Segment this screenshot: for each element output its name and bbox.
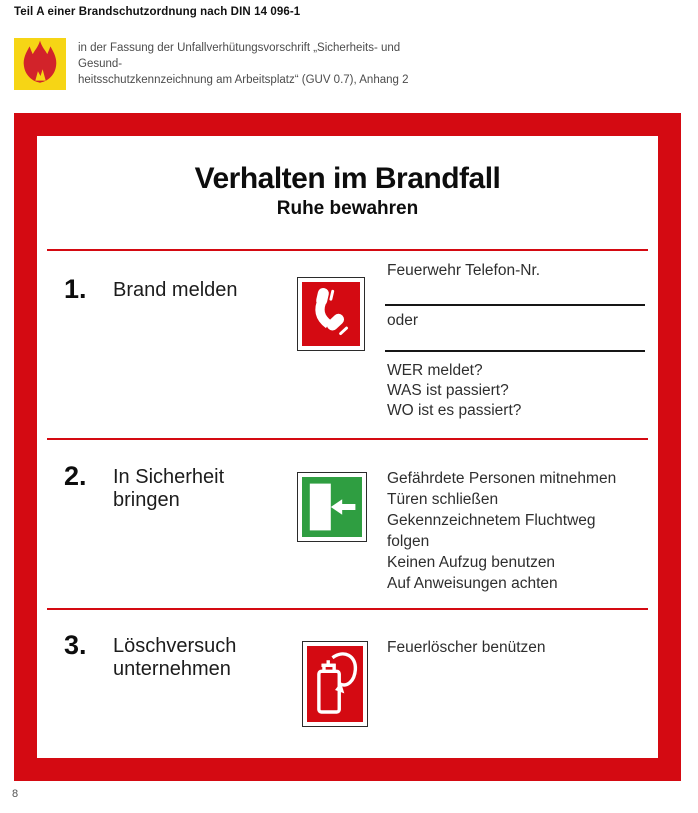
poster-content xyxy=(37,136,658,758)
instruction-item: Keinen Aufzug benutzen xyxy=(387,554,556,571)
step-2-number: 2. xyxy=(64,461,87,491)
flame-icon xyxy=(14,38,66,90)
poster-title: Verhalten im Brandfall xyxy=(194,162,501,195)
fire-extinguisher-icon xyxy=(307,646,363,722)
intro-line-2: heitsschutzkennzeichnung am Arbeitsplatz“ (GUV 0.7), Anhang 2 xyxy=(78,74,409,86)
intro-paragraph xyxy=(78,40,438,88)
question-where: WO ist es passiert? xyxy=(387,402,522,419)
intro-line-1: in der Fassung der Unfallverhütungsvorschrift „Sicherheits- und Gesund- xyxy=(78,42,401,70)
divider xyxy=(47,438,648,440)
or-label: oder xyxy=(387,312,419,329)
phone-number-blank-line xyxy=(385,350,645,352)
page-number: 8 xyxy=(12,788,19,800)
phone-number-label: Feuerwehr Telefon-Nr. xyxy=(387,262,541,279)
divider xyxy=(47,608,648,610)
emergency-exit-sign xyxy=(297,472,367,542)
question-who: WER meldet? xyxy=(387,362,483,379)
fire-extinguisher-sign xyxy=(302,641,368,727)
telephone-sign-field xyxy=(302,282,360,346)
step-1-label: Brand melden xyxy=(113,279,238,301)
telephone-sign xyxy=(297,277,365,351)
report-questions xyxy=(387,361,521,421)
document-title: Teil A einer Brandschutzordnung nach DIN 14 096-1 xyxy=(14,6,301,18)
instruction-item: Türen schließen xyxy=(387,491,499,508)
fire-hazard-symbol xyxy=(14,38,66,90)
telephone-icon xyxy=(302,282,360,346)
instruction-item: Gekennzeichnetem Fluchtweg folgen xyxy=(387,512,596,550)
step-1-number: 1. xyxy=(64,274,87,304)
step-3-number: 3. xyxy=(64,630,87,660)
extinguisher-instruction: Feuerlöscher benützen xyxy=(387,639,546,656)
step-3-label: Löschversuch unternehmen xyxy=(113,635,237,680)
poster-subtitle: Ruhe bewahren xyxy=(276,198,419,219)
fire-instructions-poster xyxy=(14,113,681,781)
instruction-item: Gefährdete Personen mitnehmen xyxy=(387,470,617,487)
instruction-item: Auf Anweisungen achten xyxy=(387,575,558,592)
phone-number-blank-line xyxy=(385,304,645,306)
step-2-label: In Sicherheit bringen xyxy=(113,466,225,511)
fire-extinguisher-sign-field xyxy=(307,646,363,722)
emergency-exit-icon xyxy=(302,477,362,537)
question-what: WAS ist passiert? xyxy=(387,382,509,399)
safety-instructions-list xyxy=(387,468,619,594)
divider xyxy=(47,249,648,251)
emergency-exit-sign-field xyxy=(302,477,362,537)
